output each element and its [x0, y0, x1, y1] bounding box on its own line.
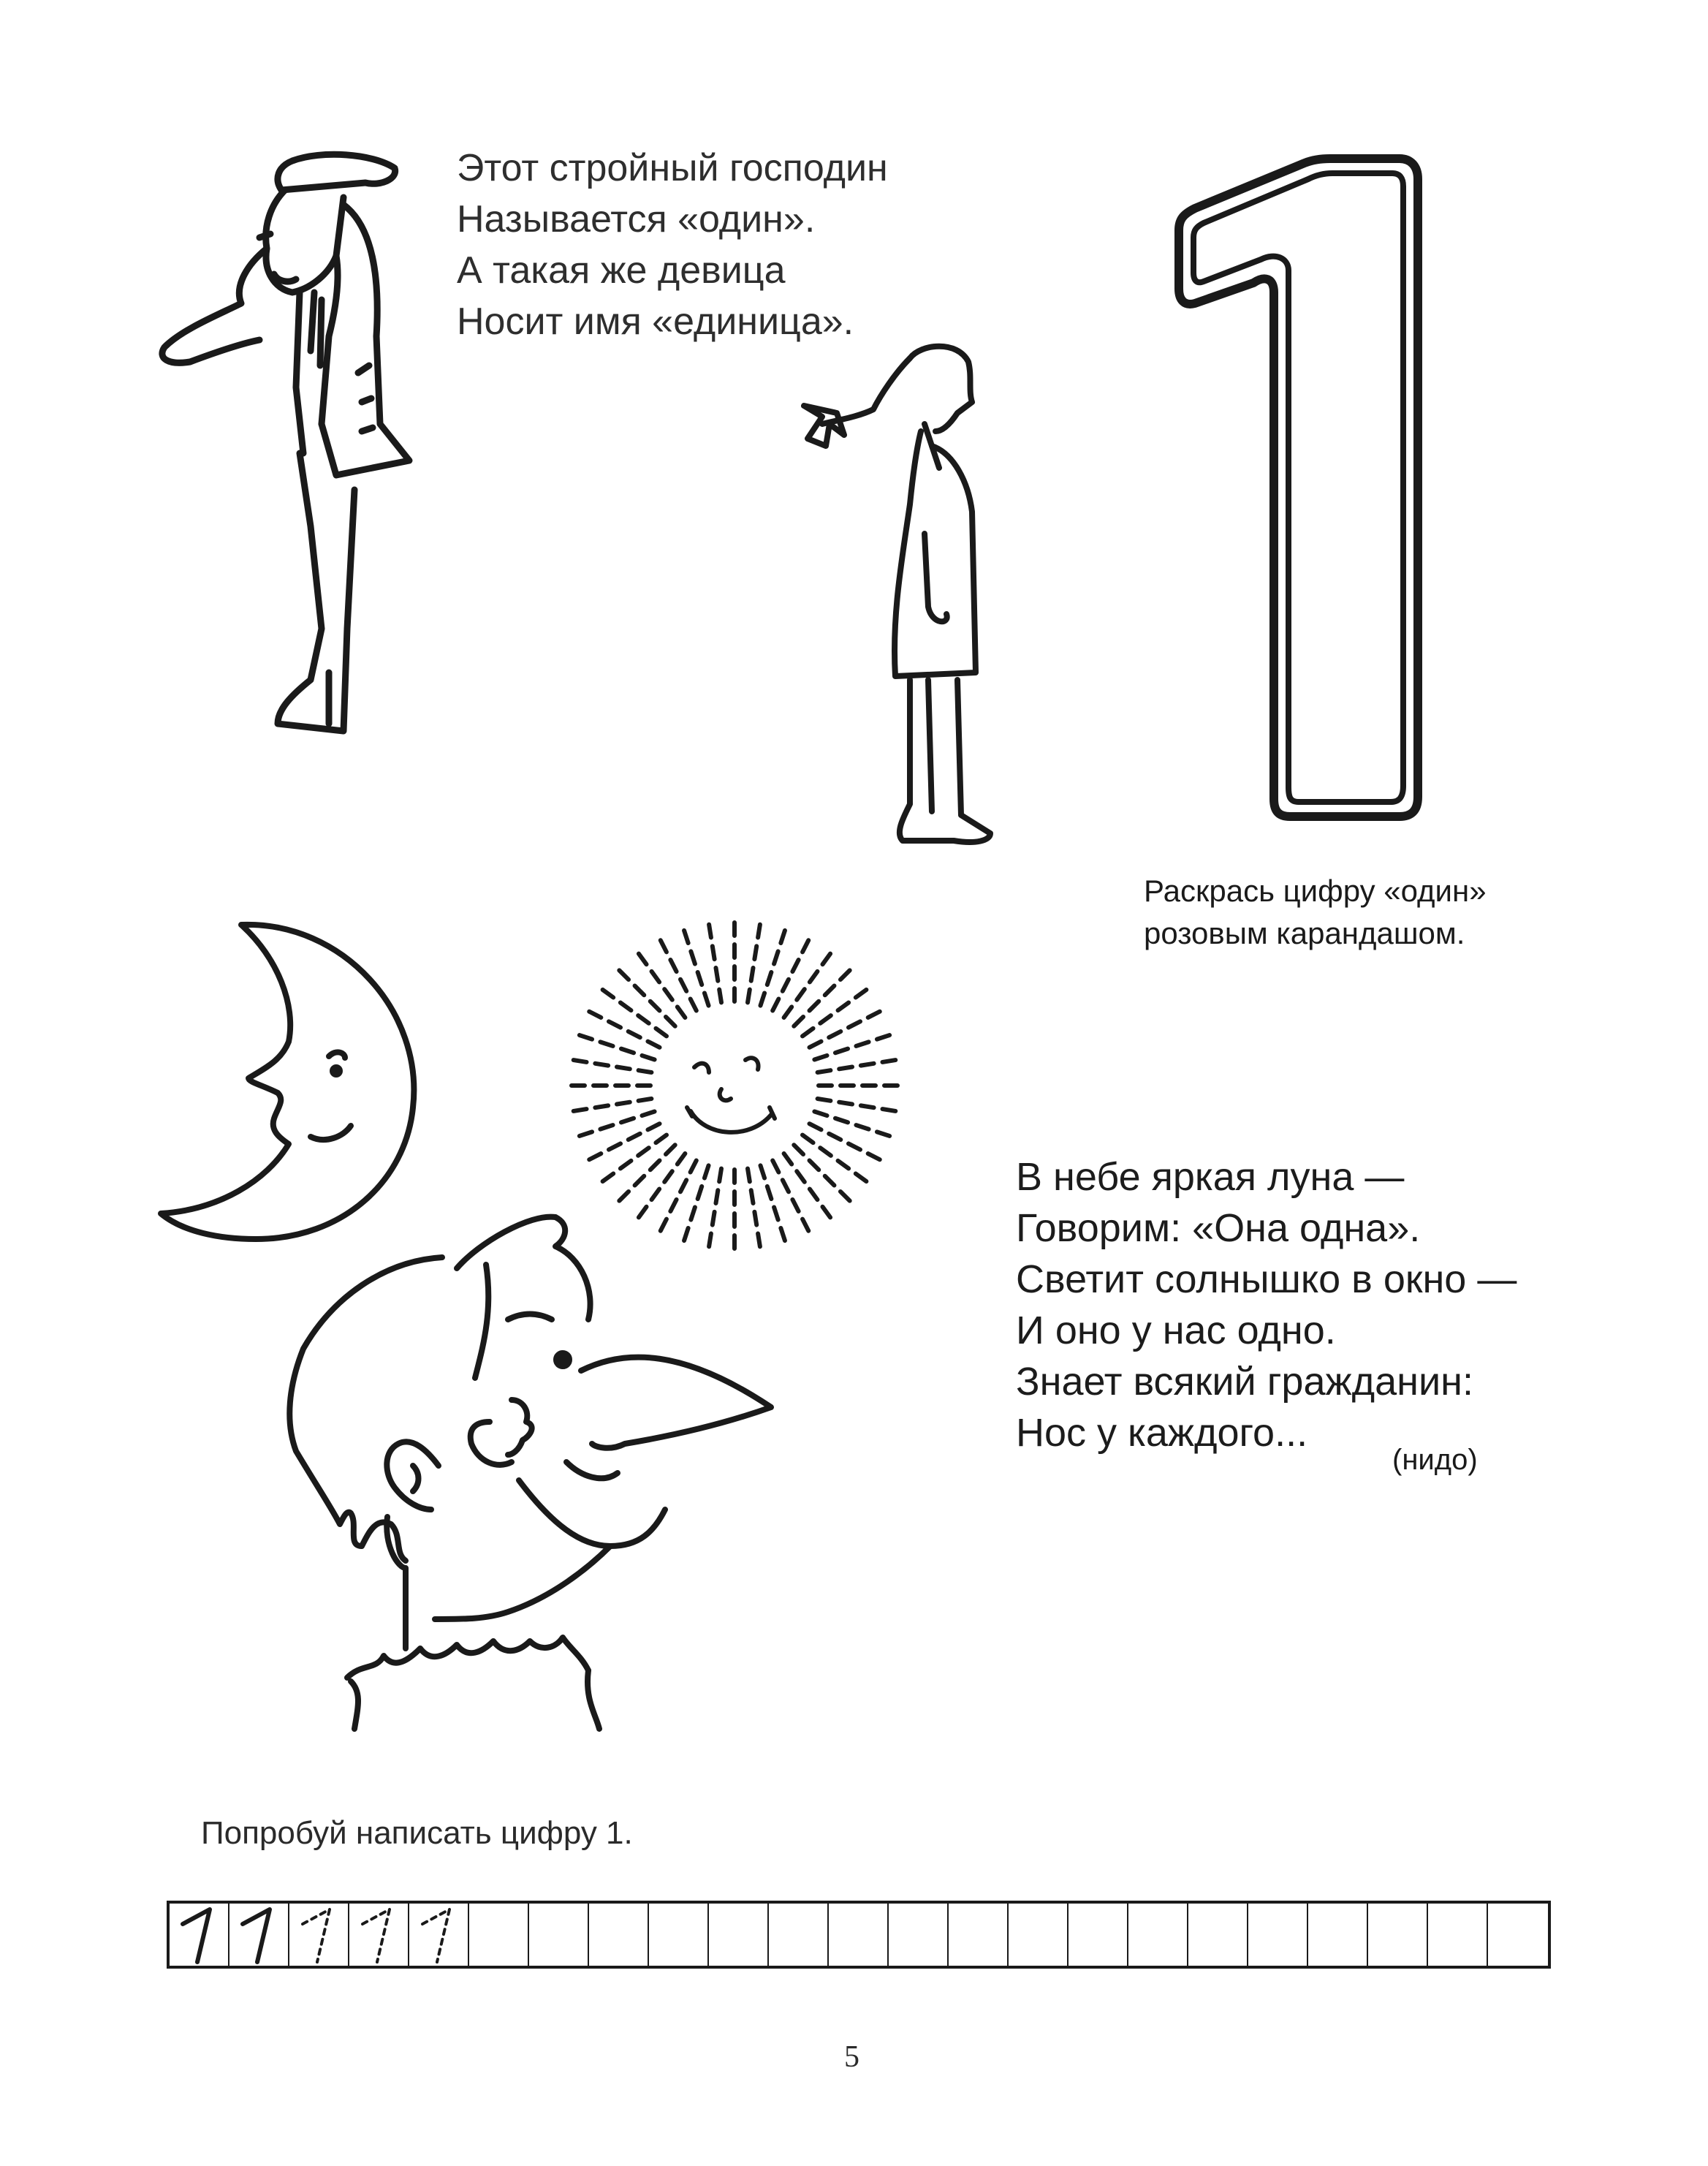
sun-ray [567, 1099, 652, 1112]
sun-ray [802, 986, 872, 1037]
sample-digit-one [170, 1904, 229, 1966]
sun-ray [818, 1059, 903, 1072]
writing-cell[interactable] [709, 1904, 769, 1966]
riddle-answer: (нидо) [1392, 1444, 1478, 1476]
coloring-instruction-line: Раскрась цифру «один» [1144, 874, 1487, 908]
sun-ray [818, 1099, 903, 1112]
sun-ray [708, 918, 721, 1003]
writing-cell[interactable] [1488, 1904, 1548, 1966]
writing-cell[interactable] [1428, 1904, 1488, 1966]
writing-cell[interactable] [649, 1904, 709, 1966]
sun-ray [658, 934, 697, 1010]
sun-ray [814, 1112, 895, 1138]
page-number: 5 [844, 2040, 859, 2074]
writing-cell[interactable] [769, 1904, 829, 1966]
sun-ray [761, 924, 787, 1005]
sun-ray [597, 1135, 667, 1186]
sun-ray [748, 918, 761, 1003]
writing-cell[interactable] [469, 1904, 529, 1966]
writing-cell[interactable] [1009, 1904, 1069, 1966]
crescent-moon-illustration [153, 917, 431, 1246]
sun-ray [615, 1145, 675, 1205]
writing-cell[interactable] [1069, 1904, 1128, 1966]
writing-cell[interactable] [409, 1904, 469, 1966]
gentleman-illustration [153, 146, 424, 753]
writing-cell[interactable] [949, 1904, 1009, 1966]
sun-ray [794, 1145, 854, 1205]
dashed-digit-one-guide [289, 1904, 349, 1966]
writing-cell[interactable] [1368, 1904, 1428, 1966]
writing-instruction: Попробуй написать цифру 1. [201, 1815, 633, 1851]
writing-cell[interactable] [889, 1904, 949, 1966]
poem-one [457, 143, 888, 347]
sun-ray [802, 1135, 872, 1186]
sun-ray [810, 1124, 886, 1162]
sun-ray [773, 934, 811, 1010]
coloring-instruction [1144, 870, 1487, 955]
writing-cell[interactable] [229, 1904, 289, 1966]
writing-cell[interactable] [529, 1904, 589, 1966]
sun-ray [615, 966, 675, 1026]
sun-ray [682, 924, 708, 1005]
dashed-digit-one-guide [409, 1904, 469, 1966]
poem-one-line: Называется «один». [457, 198, 816, 241]
poem-two-line: Нос у каждого... [1016, 1411, 1308, 1455]
writing-cell[interactable] [1308, 1904, 1368, 1966]
poem-two-line: Знает всякий гражданин: [1016, 1360, 1473, 1404]
sun-ray [794, 966, 854, 1026]
writing-cell[interactable] [289, 1904, 349, 1966]
coloring-instruction-line: розовым карандашом. [1144, 916, 1465, 950]
poem-two-line: Говорим: «Она одна». [1016, 1206, 1421, 1250]
writing-cell[interactable] [1188, 1904, 1248, 1966]
poem-one-line: Носит имя «единица». [457, 300, 854, 343]
poem-one-line: А такая же девица [457, 249, 786, 292]
writing-cell[interactable] [589, 1904, 649, 1966]
poem-two-line: Светит солнышко в окно — [1016, 1257, 1517, 1301]
writing-cell[interactable] [349, 1904, 409, 1966]
writing-cell[interactable] [829, 1904, 889, 1966]
long-nose-character-illustration [274, 1203, 786, 1743]
writing-practice-grid [167, 1901, 1551, 1969]
writing-cell[interactable] [1128, 1904, 1188, 1966]
sun-ray [573, 1112, 654, 1138]
poem-one-line: Этот стройный господин [457, 147, 888, 189]
sun-ray [567, 1059, 652, 1072]
sun-ray [573, 1033, 654, 1059]
sample-digit-one [229, 1904, 289, 1966]
dashed-digit-one-guide [349, 1904, 409, 1966]
sun-ray [597, 986, 667, 1037]
poem-two-line: И оно у нас одно. [1016, 1309, 1336, 1352]
girl-illustration [793, 336, 1012, 877]
poem-two-line: В небе яркая луна — [1016, 1155, 1405, 1199]
poem-two [1016, 1151, 1517, 1458]
writing-cell[interactable] [1248, 1904, 1308, 1966]
sun-ray [583, 1009, 659, 1048]
sun-ray [583, 1124, 659, 1162]
sun-ray [814, 1033, 895, 1059]
sun-ray [784, 948, 835, 1018]
sun-ray [810, 1009, 886, 1048]
sun-ray [635, 948, 686, 1018]
numeral-one-outline [1173, 150, 1425, 826]
writing-cell[interactable] [170, 1904, 229, 1966]
sun-ray [784, 1154, 835, 1223]
